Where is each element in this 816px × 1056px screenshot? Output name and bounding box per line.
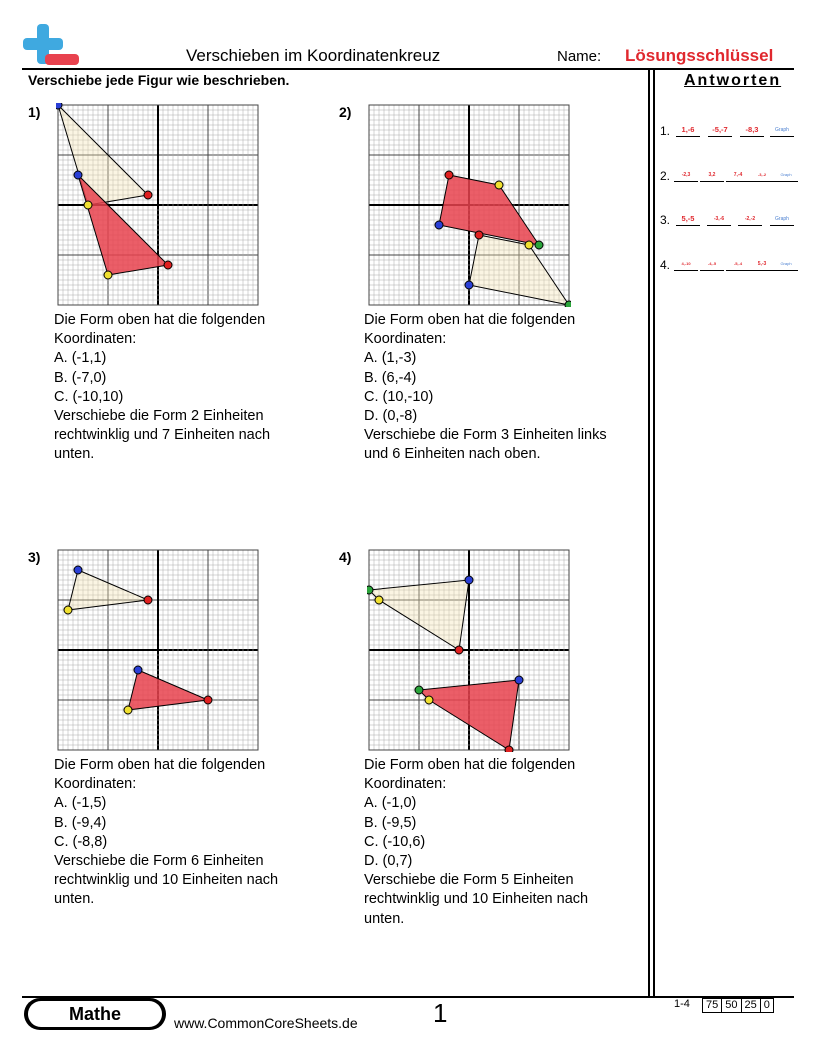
vertex-point	[367, 586, 373, 594]
score-box	[702, 998, 774, 1013]
vertex-point-translated	[164, 261, 172, 269]
vertex-point-translated	[74, 171, 82, 179]
vertex-point	[465, 281, 473, 289]
page-number: 1	[433, 998, 448, 1028]
answer-blank: 3,2	[700, 169, 724, 182]
vertex-point	[375, 596, 383, 604]
text-line: Koordinaten:	[54, 776, 137, 793]
vertex-point-translated	[435, 221, 443, 229]
vertex-point	[84, 201, 92, 209]
vertex-point-translated	[204, 696, 212, 704]
coordinate-b: B. (-9,4)	[54, 814, 107, 831]
coordinate-grid	[56, 548, 260, 752]
vertex-point	[465, 576, 473, 584]
text-line: rechtwinklig und 10 Einheiten nach	[54, 872, 279, 889]
coordinate-grid	[367, 103, 571, 307]
vertex-point-translated	[515, 676, 523, 684]
vertex-point	[455, 646, 463, 654]
brand-badge	[24, 998, 166, 1030]
instruction: Verschiebe jede Figur wie beschrieben.	[28, 72, 290, 88]
answer-blank-graph: Graph	[770, 213, 794, 226]
coordinate-a: A. (-1,0)	[364, 795, 417, 812]
coordinate-a: A. (1,-3)	[364, 350, 417, 367]
answer-blank: -2,-2	[738, 213, 762, 226]
text-line: unten.	[54, 446, 95, 463]
score-range: 1-4	[674, 998, 690, 1010]
logo-plus-minus-icon	[22, 24, 80, 70]
coordinate-grid	[367, 548, 571, 752]
vertex-point	[475, 231, 483, 239]
score-cell: 50	[721, 999, 740, 1012]
answer-blank-graph: Graph	[770, 124, 794, 137]
vertex-point	[56, 103, 62, 109]
name-label: Name:	[557, 48, 602, 65]
answer-blank-graph: Graph	[774, 169, 798, 182]
header-rule	[22, 68, 794, 70]
coordinate-a: A. (-1,1)	[54, 350, 107, 367]
vertex-point-translated	[415, 686, 423, 694]
vertex-point-translated	[495, 181, 503, 189]
answer-blank: 1,-6	[676, 124, 700, 137]
problem-text	[364, 756, 588, 929]
answer-blank: -3,-6	[707, 213, 731, 226]
vertex-point	[144, 596, 152, 604]
answer-number: 2.	[660, 169, 671, 183]
coordinate-d: D. (0,7)	[364, 853, 413, 870]
text-line: und 6 Einheiten nach oben.	[364, 446, 541, 463]
coordinate-grid	[56, 103, 260, 307]
answer-blank: -8,3	[740, 124, 764, 137]
vertex-point	[565, 301, 571, 307]
answer-blank: -5,-7	[708, 124, 732, 137]
score-cell: 25	[741, 999, 760, 1012]
answer-number: 4.	[660, 258, 671, 272]
text-line: rechtwinklig und 10 Einheiten nach	[364, 891, 589, 908]
answer-blank: -2,3	[674, 169, 698, 182]
text-line: unten.	[364, 910, 405, 927]
answer-blank-graph: Graph	[774, 258, 798, 271]
problem-text	[364, 311, 607, 465]
column-divider	[653, 68, 655, 996]
page-title: Verschieben im Koordinatenkreuz	[186, 46, 441, 65]
text-line: rechtwinklig und 7 Einheiten nach	[54, 427, 271, 444]
answer-blank: 5,-3	[750, 258, 774, 271]
answer-number: 3.	[660, 213, 671, 227]
problem-text	[54, 756, 278, 910]
coordinate-a: A. (-1,5)	[54, 795, 107, 812]
text-line: Koordinaten:	[364, 776, 447, 793]
vertex-point-translated	[445, 171, 453, 179]
vertex-point	[144, 191, 152, 199]
vertex-point-translated	[535, 241, 543, 249]
answers-heading: Antworten	[684, 72, 782, 89]
vertex-point	[525, 241, 533, 249]
coordinate-c: C. (-10,6)	[364, 833, 426, 850]
coordinate-c: C. (-8,8)	[54, 833, 108, 850]
answer-blank: 4,-10	[674, 258, 698, 271]
site-url: www.CommonCoreSheets.de	[174, 1015, 358, 1031]
text-line: Verschiebe die Form 5 Einheiten	[364, 872, 574, 889]
score-cell: 0	[760, 999, 773, 1012]
score-cell: 75	[706, 999, 719, 1011]
text-line: Koordinaten:	[364, 331, 447, 348]
answer-blank: 7,-4	[726, 169, 750, 182]
problem-number: 2)	[339, 104, 352, 120]
coordinate-c: C. (10,-10)	[364, 388, 434, 405]
answer-key-label: Lösungsschlüssel	[625, 46, 774, 65]
text-line: unten.	[54, 891, 95, 908]
problem-text	[54, 311, 270, 465]
problem-number: 4)	[339, 549, 352, 565]
text-line: Die Form oben hat die folgenden	[54, 757, 266, 773]
coordinate-b: B. (6,-4)	[364, 369, 417, 386]
text-line: Verschiebe die Form 2 Einheiten	[54, 408, 264, 425]
problem-number: 1)	[28, 104, 41, 120]
problem-number: 3)	[28, 549, 41, 565]
text-line: Verschiebe die Form 3 Einheiten links	[364, 427, 607, 444]
answer-number: 1.	[660, 124, 671, 138]
text-line: Die Form oben hat die folgenden	[54, 312, 266, 328]
brand-label: Mathe	[28, 1001, 162, 1027]
column-divider	[648, 68, 650, 996]
vertex-point-translated	[124, 706, 132, 714]
coordinate-c: C. (-10,10)	[54, 388, 124, 405]
coordinate-b: B. (-9,5)	[364, 814, 417, 831]
vertex-point	[74, 566, 82, 574]
vertex-point-translated	[104, 271, 112, 279]
vertex-point-translated	[425, 696, 433, 704]
text-line: Verschiebe die Form 6 Einheiten	[54, 853, 264, 870]
text-line: Koordinaten:	[54, 331, 137, 348]
vertex-point-translated	[505, 746, 513, 752]
vertex-point-translated	[134, 666, 142, 674]
answer-blank: -5,-4	[726, 258, 750, 271]
text-line: Die Form oben hat die folgenden	[364, 312, 576, 328]
answer-blank: 5,-5	[676, 213, 700, 226]
coordinate-d: D. (0,-8)	[364, 408, 418, 425]
text-line: Die Form oben hat die folgenden	[364, 757, 576, 773]
answer-blank: -4,-5	[700, 258, 724, 271]
answer-blank: -3,-2	[750, 169, 774, 182]
coordinate-b: B. (-7,0)	[54, 369, 107, 386]
vertex-point	[64, 606, 72, 614]
